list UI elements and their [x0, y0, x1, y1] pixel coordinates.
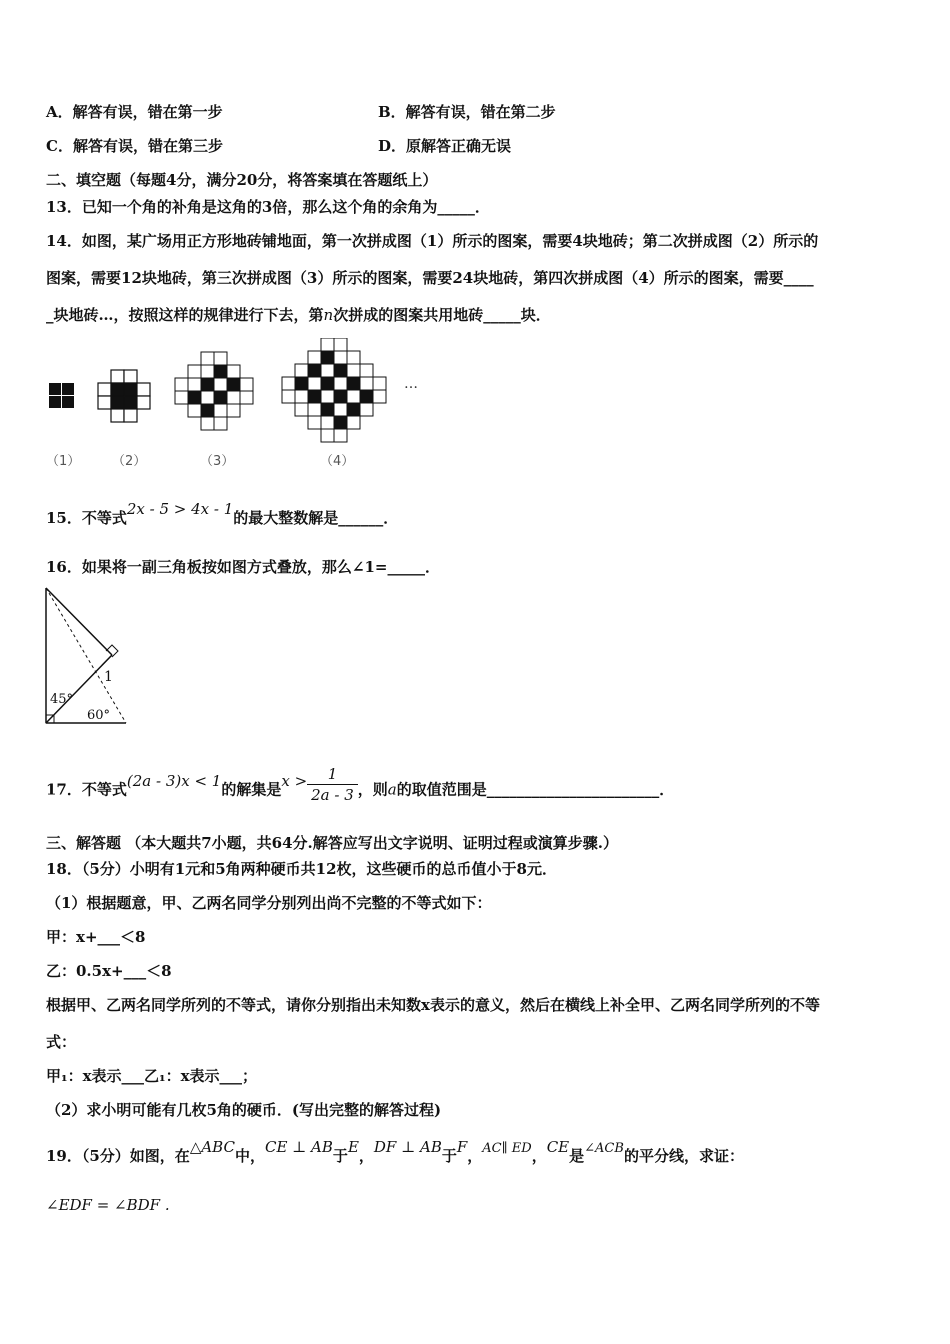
- tile-pattern-4: [282, 338, 386, 442]
- question-14-line2: 图案，需要12块地砖，第三次拼成图（3）所示的图案，需要24块地砖，第四次拼成图（4）所示的图案，需要____: [46, 269, 814, 287]
- question-19-proof: ∠EDF = ∠BDF .: [46, 1196, 170, 1214]
- question-15: 15．不等式2x - 5 > 4x - 1的最大整数解是______．: [46, 500, 399, 527]
- pattern-ellipsis: …: [404, 376, 418, 392]
- option-c: C．解答有误，错在第三步: [46, 137, 223, 155]
- question-18-instr1: 根据甲、乙两名同学所列的不等式，请你分别指出未知数x表示的意义，然后在横线上补全甲、乙两名同学所列的不等: [46, 996, 820, 1014]
- inequality-15: 2x - 5 > 4x - 1: [126, 500, 234, 518]
- question-18-yi: 乙：0.5x+___＜8: [46, 962, 172, 980]
- question-18-stem: 18．（5分）小明有1元和5角两种硬币共12枚，这些硬币的总币值小于8元．: [46, 860, 557, 878]
- question-18-fill: 甲₁：x表示___乙₁：x表示___；: [46, 1067, 258, 1085]
- angle-45-label: 45°: [50, 692, 74, 707]
- question-17: 17．不等式(2a - 3)x < 1的解集是x > $\frac{1}{2a - 3}$ ，则a的取值范围是_______________________．: [46, 765, 675, 804]
- tile-pattern-figure: [44, 338, 464, 443]
- question-14-line1: 14．如图，某广场用正方形地砖铺地面，第一次拼成图（1）所示的图案，需要4块地砖；第二次拼成图（2）所示的: [46, 232, 819, 250]
- question-18-part1: （1）根据题意，甲、乙两名同学分别列出尚不完整的不等式如下：: [46, 894, 492, 912]
- fraction-17: $\frac{1}{2a - 3}$: [307, 764, 358, 805]
- question-13: 13．已知一个角的补角是这角的3倍，那么这个角的余角为_____．: [46, 198, 490, 216]
- question-18-part2: （2）求小明可能有几枚5角的硬币．(写出完整的解答过程): [46, 1101, 442, 1119]
- triangle-figure: [42, 585, 142, 730]
- caption-1: （1）: [46, 454, 81, 469]
- option-b: B．解答有误，错在第二步: [378, 103, 556, 121]
- caption-3: （3）: [200, 454, 235, 469]
- inequality-17: (2a - 3)x < 1: [126, 771, 222, 790]
- caption-2: （2）: [112, 454, 147, 469]
- tile-pattern-3: [175, 352, 253, 430]
- question-18-instr2: 式：: [46, 1033, 77, 1051]
- question-18-jia: 甲：x+___＜8: [46, 928, 146, 946]
- tile-pattern-1: [49, 383, 74, 408]
- section2-title: 二、填空题（每题4分，满分20分，将答案填在答题纸上）: [46, 171, 438, 189]
- tile-pattern-2: [98, 370, 150, 422]
- option-d: D．原解答正确无误: [378, 137, 512, 155]
- angle-60-label: 60°: [87, 708, 111, 723]
- section3-title: 三、解答题 （本大题共7小题，共64分.解答应写出文字说明、证明过程或演算步骤.）: [46, 834, 618, 852]
- caption-4: （4）: [320, 454, 355, 469]
- question-19: 19．（5分）如图，在△ABC中，CE ⊥ AB于E，DF ⊥ AB于F，AC∥ ED，CE是∠ACB的平分线，求证：: [46, 1138, 744, 1165]
- question-16: 16．如果将一副三角板按如图方式叠放，那么∠1=_____．: [46, 558, 440, 576]
- option-a: A．解答有误，错在第一步: [46, 103, 223, 121]
- angle-1-label: 1: [104, 669, 113, 685]
- question-14-line3: _块地砖…，按照这样的规律进行下去，第n次拼成的图案共用地砖_____块．: [46, 306, 551, 324]
